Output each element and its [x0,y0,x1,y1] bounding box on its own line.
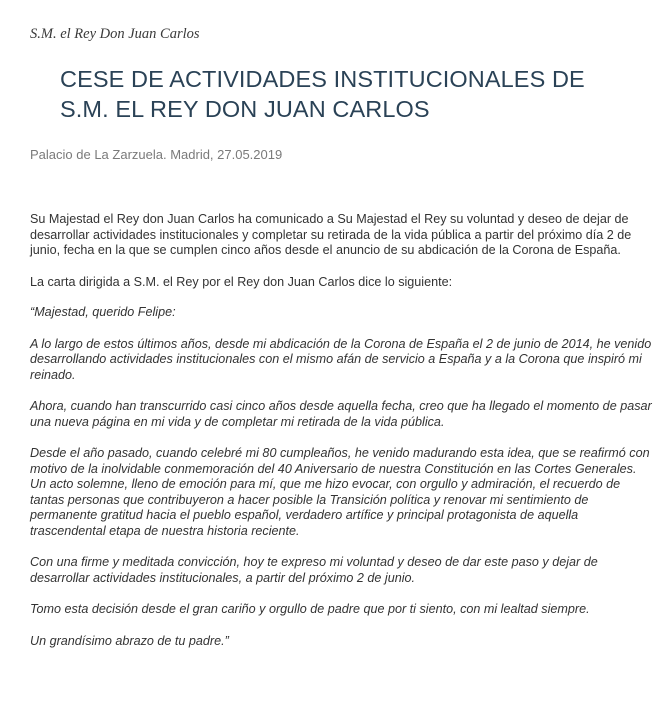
location-date: Palacio de La Zarzuela. Madrid, 27.05.2019 [30,147,283,162]
page-title [60,64,640,124]
letter-closing: Un grandísimo abrazo de tu padre.” [30,633,229,648]
letter-paragraph-4: Con una firme y meditada convicción, hoy te expreso mi voluntad y deseo de dar este paso y dejar de desarrollar actividades institucionales, a partir del próximo 2 de junio. [30,555,598,585]
page-title-line-1: CESE DE ACTIVIDADES INSTITUCIONALES DE [60,66,585,92]
letter-salutation: “Majestad, querido Felipe: [30,305,176,319]
letter-paragraph-2: Ahora, cuando han transcurrido casi cinco años desde aquella fecha, creo que ha llegado el momento de pasar una nueva página en mi vida y de completar mi retirada de la vida pública. [30,399,652,429]
article-body [30,212,655,665]
breadcrumb-link[interactable]: S.M. el Rey Don Juan Carlos [30,26,200,42]
page-title-line-2: S.M. EL REY DON JUAN CARLOS [60,96,430,122]
paragraph-letter-intro: La carta dirigida a S.M. el Rey por el Rey don Juan Carlos dice lo siguiente: [30,274,453,289]
paragraph-intro: Su Majestad el Rey don Juan Carlos ha comunicado a Su Majestad el Rey su voluntad y deseo de dejar de desarrollar actividades institucionales y completar su retirada de la vida pública a partir del próximo día 2 de junio, fecha en la que se cumplen cinco años desde el anuncio de su abdicación de la Corona de España. [30,212,632,257]
letter-paragraph-5: Tomo esta decisión desde el gran cariño y orgullo de padre que por ti siento, con mi lealtad siempre. [30,602,590,616]
letter-paragraph-1: A lo largo de estos últimos años, desde mi abdicación de la Corona de España el 2 de junio de 2014, he venido desarrollando actividades institucionales con el mismo afán de servicio a España y a la Corona que inspiró mi reinado. [30,336,652,382]
letter-paragraph-3: Desde el año pasado, cuando celebré mi 80 cumpleaños, he venido madurando esta idea, que se reafirmó con motivo de la inolvidable conmemoración del 40 Aniversario de nuestra Constitución en las Cortes Generales. Un acto solemne, lleno de emoción para mí, que me hizo evocar, con orgullo y admiración, el recuerdo de tantas personas que contribuyeron a hacer posible la Transición política y renovar mi sentimiento de permanente gratitud hacia el pueblo español, verdadero artífice y principal protagonista de aquella trascendental etapa de nuestra historia reciente. [30,446,650,538]
